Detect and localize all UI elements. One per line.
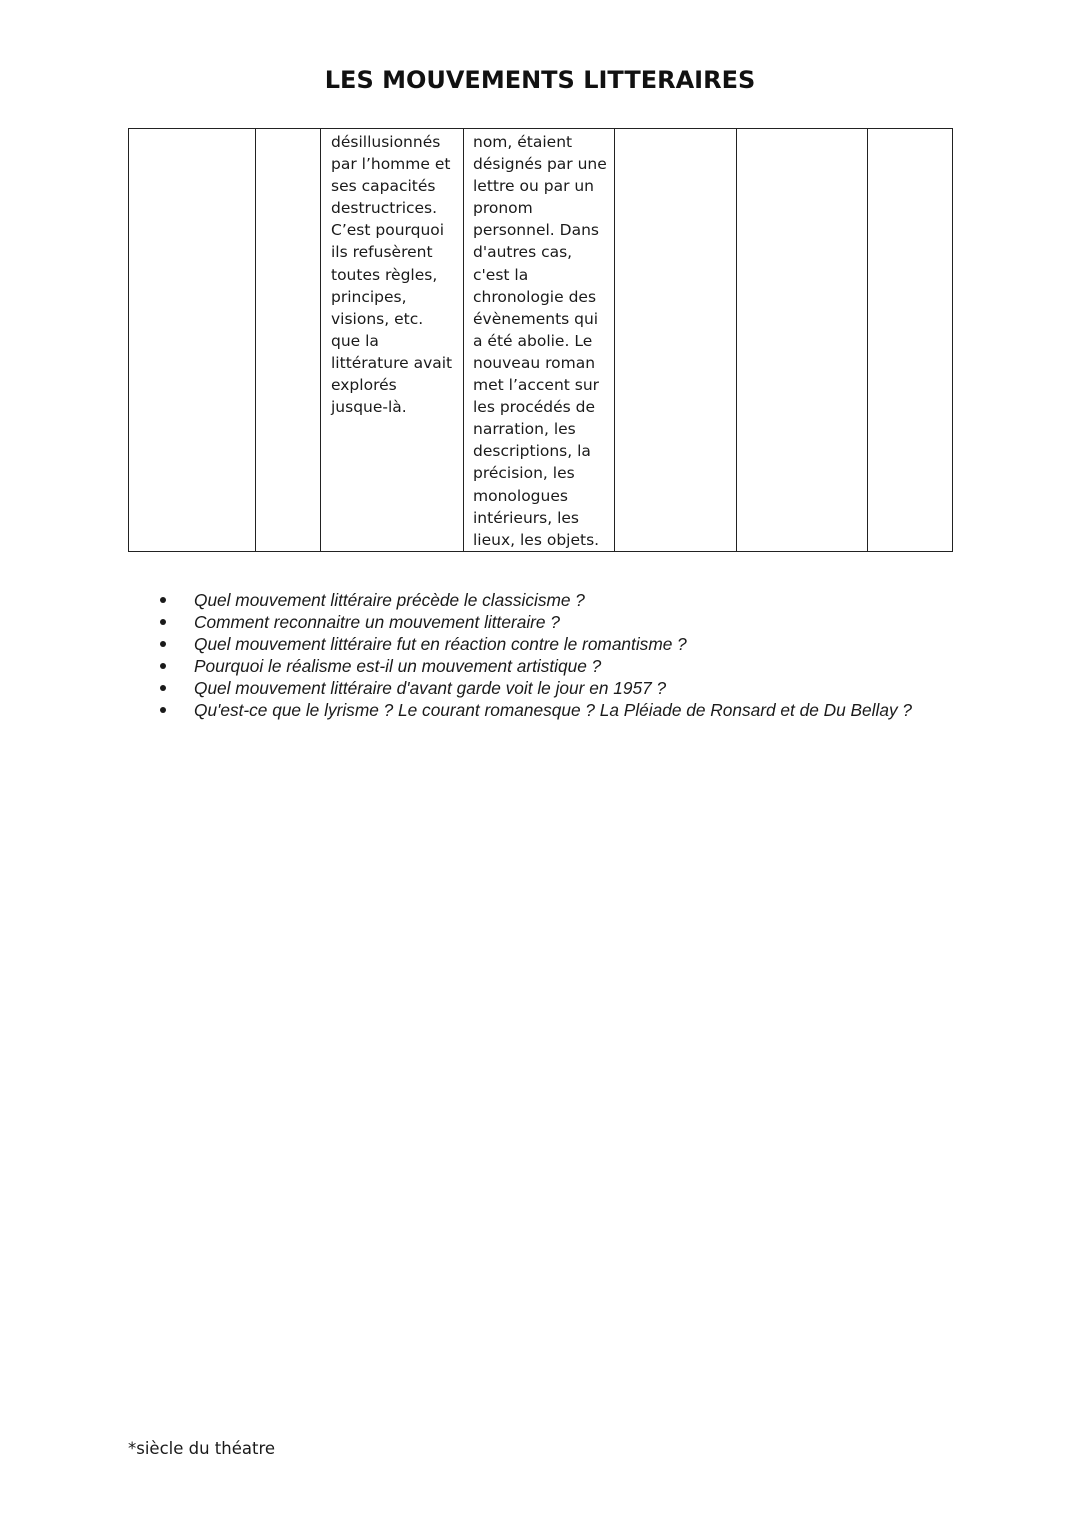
bullet-icon: [160, 597, 166, 603]
table-cell: [129, 129, 256, 552]
table-cell: [868, 129, 953, 552]
list-item: [150, 633, 1050, 655]
table-cell: [737, 129, 868, 552]
table-cell: [615, 129, 737, 552]
list-item: [150, 699, 1050, 721]
list-item: [150, 589, 1050, 611]
bullet-icon: [160, 619, 166, 625]
table-cell: nom, étaient désignés par une lettre ou par un pronom personnel. Dans d'autres cas, c'est la chronologie des évènements qui a été abolie. Le nouveau roman met l’accent sur les procédés de narration, les descriptions, la précision, les monologues intérieurs, les lieux, les objets.: [464, 129, 615, 552]
question-text: Comment reconnaitre un mouvement litteraire ?: [194, 612, 560, 633]
list-item: [150, 655, 1050, 677]
list-item: [150, 677, 1050, 699]
question-text: Qu'est-ce que le lyrisme ? Le courant romanesque ? La Pléiade de Ronsard et de Du Bellay ?: [194, 700, 913, 721]
question-text: Quel mouvement littéraire précède le classicisme ?: [194, 590, 585, 610]
table-row: [129, 129, 953, 552]
question-list: [150, 589, 1050, 722]
bullet-icon: [160, 663, 166, 669]
bullet-icon: [160, 685, 166, 691]
page-title: LES MOUVEMENTS LITTERAIRES: [324, 66, 756, 94]
question-text: Pourquoi le réalisme est-il un mouvement artistique ?: [194, 656, 602, 677]
table-cell: [256, 129, 321, 552]
question-text: Quel mouvement littéraire d'avant garde voit le jour en 1957 ?: [194, 678, 667, 699]
list-item: [150, 611, 1050, 633]
question-text: Quel mouvement littéraire fut en réaction contre le romantisme ?: [194, 634, 687, 655]
footnote: *siècle du théatre: [128, 1439, 276, 1458]
bullet-icon: [160, 707, 166, 713]
table-cell: désillusionnés par l’homme et ses capacités destructrices. C’est pourquoi ils refusèrent toutes règles, principes, visions, etc. que la littérature avait explorés jusque-là.: [321, 129, 464, 552]
movements-table: [128, 128, 953, 552]
bullet-icon: [160, 641, 166, 647]
